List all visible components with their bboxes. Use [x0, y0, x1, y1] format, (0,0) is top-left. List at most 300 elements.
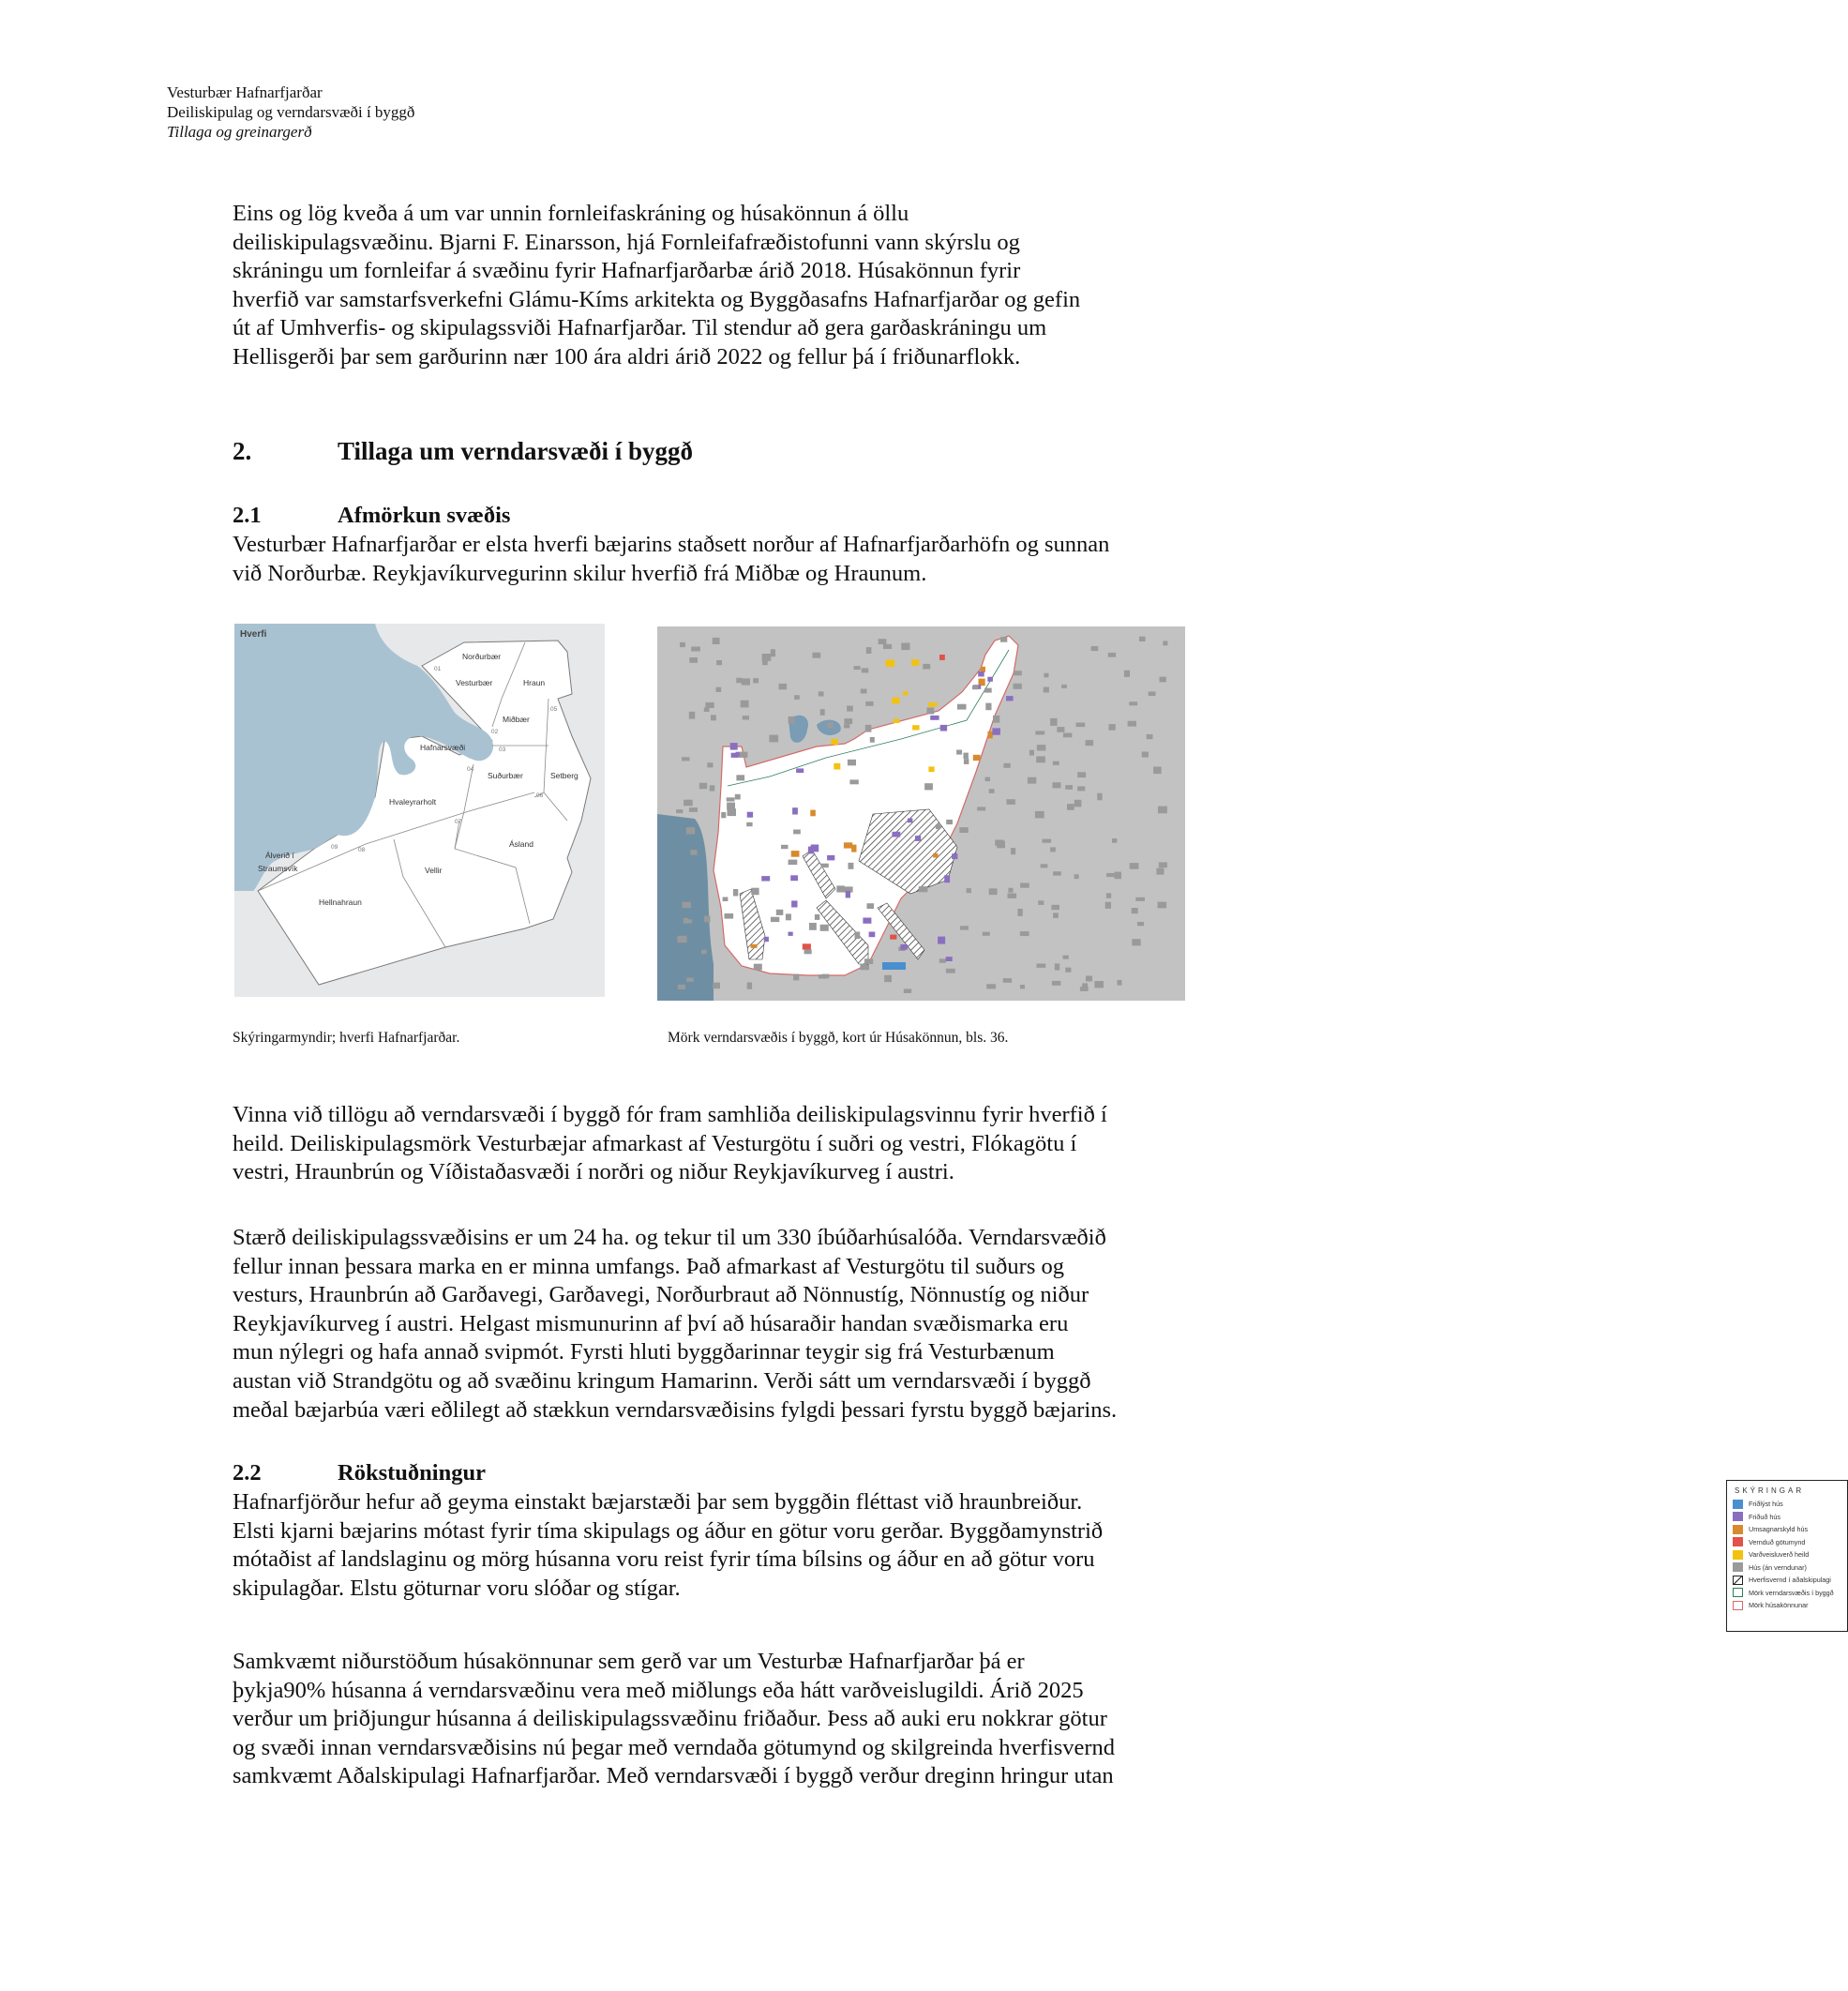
- building: [1129, 701, 1137, 705]
- building: [1160, 677, 1166, 683]
- building: [810, 810, 816, 817]
- text-line: heild. Deiliskipulagsmörk Vesturbæjar afmarkast af Vesturgötu í suðri og vestri, Flókagötu í: [233, 1130, 1077, 1156]
- building: [690, 850, 697, 855]
- figure-caption-left: Skýringarmyndir; hverfi Hafnarfjarðar.: [233, 1030, 460, 1046]
- district-number: 07: [455, 819, 462, 825]
- building: [1159, 862, 1167, 867]
- building: [1020, 985, 1025, 988]
- building: [831, 739, 838, 745]
- building: [849, 779, 858, 784]
- building: [771, 649, 775, 656]
- building: [964, 753, 969, 759]
- building: [992, 728, 1000, 734]
- legend-swatch: [1733, 1588, 1743, 1597]
- building: [1109, 724, 1116, 731]
- building: [827, 722, 834, 728]
- building: [791, 900, 797, 907]
- running-header: [167, 83, 414, 142]
- building: [827, 855, 834, 861]
- building: [1142, 752, 1149, 758]
- building: [1035, 811, 1044, 819]
- text-line: skráningu um fornleifar á svæðinu fyrir Hafnarfjarðarbæ árið 2018. Húsakönnun fyrir: [233, 258, 1021, 284]
- building: [721, 812, 726, 818]
- building: [846, 891, 850, 898]
- building: [1153, 767, 1162, 775]
- text-line: verður um þriðjungur húsanna á deiliskipulagssvæðinu friðaður. Þess að auki eru nokkrar götur: [233, 1706, 1107, 1732]
- building: [1043, 839, 1052, 843]
- section-number: 2.2: [233, 1460, 262, 1486]
- building: [884, 975, 892, 982]
- district-number: 06: [536, 792, 544, 799]
- building: [678, 936, 687, 943]
- intro-paragraph: [233, 200, 1245, 372]
- building: [979, 679, 985, 686]
- building: [1065, 968, 1071, 973]
- building: [930, 716, 939, 720]
- building: [1077, 786, 1085, 791]
- building: [751, 944, 758, 948]
- building: [956, 750, 962, 755]
- legend-swatch: [1733, 1525, 1743, 1534]
- building: [883, 644, 892, 649]
- building: [779, 684, 788, 689]
- district-number: 03: [499, 747, 506, 753]
- building: [701, 950, 707, 954]
- building: [938, 937, 945, 944]
- building: [879, 639, 887, 644]
- conservation-area-map: [657, 626, 1185, 1001]
- building: [1139, 637, 1146, 641]
- building: [689, 657, 698, 663]
- building: [1052, 981, 1061, 986]
- building: [680, 642, 685, 647]
- building: [684, 919, 693, 923]
- building: [1137, 922, 1144, 926]
- building: [946, 820, 953, 824]
- building: [1044, 687, 1049, 693]
- building: [865, 701, 873, 706]
- building: [867, 903, 875, 909]
- building: [764, 937, 769, 942]
- building: [908, 819, 913, 823]
- building: [1036, 756, 1045, 762]
- building: [1097, 793, 1102, 801]
- building: [1132, 908, 1138, 913]
- building: [1007, 799, 1015, 805]
- building: [936, 824, 940, 829]
- building: [1106, 893, 1111, 898]
- building: [977, 807, 985, 810]
- district-label: Hafnarsvæði: [420, 743, 466, 752]
- building: [928, 766, 934, 772]
- building: [862, 668, 869, 672]
- building: [1003, 763, 1010, 768]
- text-line: mun nýlegri og hafa annað svipmót. Fyrsti hluti byggðarinnar teygir sig frá Vesturbænum: [233, 1339, 1055, 1365]
- legend-label: Hús (án verndunar): [1749, 1562, 1807, 1572]
- building: [809, 923, 817, 930]
- building: [933, 853, 938, 858]
- building: [1063, 733, 1073, 738]
- header-line-3: Tillaga og greinargerð: [167, 123, 312, 141]
- building: [923, 664, 930, 670]
- building: [1017, 909, 1022, 916]
- text-line: meðal bæjarbúa væri eðlilegt að stækkun verndarsvæðisins fylgdi þessari fyrstu byggð bæjarins.: [233, 1396, 1118, 1423]
- building: [1156, 868, 1164, 875]
- building: [781, 845, 789, 849]
- district-label: Hraun: [523, 678, 546, 687]
- building: [1053, 913, 1059, 918]
- building: [1011, 848, 1015, 854]
- building: [1115, 872, 1122, 880]
- building: [901, 643, 909, 651]
- building: [1135, 897, 1145, 901]
- building: [704, 916, 710, 923]
- text-line: austan við Strandgötu og að svæðinu kringum Hamarinn. Verði sátt um verndarsvæði í byggð: [233, 1367, 1091, 1394]
- building: [747, 983, 752, 989]
- building: [972, 686, 979, 689]
- building: [848, 760, 856, 766]
- section-title: Tillaga um verndarsvæði í byggð: [338, 437, 694, 465]
- district-number: 05: [550, 706, 558, 713]
- building: [863, 918, 871, 924]
- building: [803, 943, 811, 949]
- paragraph-size: [233, 1224, 1245, 1425]
- section-2-2-paragraph: [233, 1488, 1245, 1603]
- building: [691, 647, 700, 652]
- building: [713, 638, 720, 644]
- legend-swatch: [1733, 1576, 1743, 1585]
- building: [985, 777, 991, 782]
- building: [919, 886, 928, 892]
- text-line: Eins og lög kveða á um var unnin fornleifaskráning og húsakönnun á öllu: [233, 201, 909, 226]
- legend-label: Umsagnarskyld hús: [1749, 1525, 1809, 1534]
- building: [886, 660, 895, 668]
- legend-label: Mörk verndarsvæðis í byggð: [1749, 1588, 1834, 1597]
- building: [819, 691, 824, 696]
- building: [707, 762, 713, 767]
- building: [1014, 684, 1022, 689]
- legend-item: [1733, 1599, 1847, 1612]
- legend-item: [1733, 1511, 1847, 1524]
- header-line-1: Vesturbær Hafnarfjarðar: [167, 83, 323, 101]
- text-line: út af Umhverfis- og skipulagssviði Hafnarfjarðar. Til stendur að gera garðaskráningu um: [233, 315, 1047, 341]
- building: [1041, 864, 1048, 867]
- building: [866, 647, 872, 654]
- building: [926, 707, 934, 714]
- legend-item: [1733, 1498, 1847, 1511]
- building: [1163, 641, 1167, 645]
- building: [1061, 685, 1067, 688]
- building: [952, 853, 957, 859]
- building: [1035, 731, 1044, 734]
- building: [736, 678, 742, 684]
- text-line: skipulagðar. Elstu göturnar voru slóðar og stígar.: [233, 1575, 681, 1601]
- section-number: 2.1: [233, 503, 262, 528]
- building: [946, 969, 955, 973]
- building: [820, 709, 825, 716]
- district-map-figure: [234, 624, 605, 997]
- building: [1086, 976, 1092, 982]
- building: [834, 763, 840, 770]
- building: [1067, 804, 1074, 810]
- building: [939, 655, 945, 660]
- legend-swatch: [1733, 1512, 1743, 1521]
- building: [1020, 931, 1029, 936]
- building: [1132, 939, 1140, 945]
- district-label: Straumsvík: [258, 864, 298, 873]
- map-title: Hverfi: [240, 629, 267, 640]
- building: [821, 864, 829, 867]
- building: [1124, 671, 1130, 677]
- building: [1118, 980, 1122, 986]
- building: [815, 914, 819, 920]
- building: [754, 964, 762, 971]
- text-line: Hafnarfjörður hefur að geyma einstakt bæjarstæði þar sem byggðin fléttast við hraunbreiður.: [233, 1489, 1083, 1515]
- building: [686, 827, 695, 834]
- legend-title: SKÝRINGAR: [1735, 1486, 1805, 1495]
- building: [792, 807, 798, 814]
- building: [796, 768, 804, 773]
- district-label: Setberg: [550, 771, 578, 780]
- building: [1006, 696, 1014, 701]
- paragraph-survey: [233, 1648, 1245, 1791]
- text-line: Elsti kjarni bæjarins mótast fyrir tíma skipulags og áður en götur voru gerðar. Byggðamynstrið: [233, 1517, 1104, 1544]
- building: [984, 688, 992, 693]
- building: [1050, 718, 1058, 726]
- building: [747, 812, 753, 818]
- legend-item: [1733, 1523, 1847, 1536]
- building: [789, 860, 798, 866]
- building: [957, 704, 967, 710]
- building: [793, 974, 799, 981]
- building: [776, 910, 784, 915]
- building: [964, 759, 969, 764]
- building: [869, 932, 876, 938]
- district-numbers: [234, 624, 605, 997]
- building: [900, 944, 908, 950]
- building: [854, 666, 861, 670]
- district-number: 08: [358, 847, 366, 853]
- district-number: 09: [331, 844, 338, 851]
- building: [820, 925, 829, 931]
- building: [1106, 873, 1115, 877]
- building: [993, 716, 999, 723]
- legend-swatch: [1733, 1601, 1743, 1610]
- district-label: Vesturbær: [456, 678, 493, 687]
- building: [960, 926, 969, 929]
- building: [1055, 963, 1059, 970]
- building: [987, 732, 992, 739]
- map-legend: [1726, 1480, 1848, 1632]
- building: [1108, 653, 1116, 657]
- building: [740, 752, 748, 758]
- building: [986, 984, 996, 988]
- building: [1000, 637, 1007, 642]
- building: [1074, 874, 1079, 879]
- building: [711, 715, 716, 720]
- text-line: þykja90% húsanna á verndarsvæðinu vera með miðlungs eða hátt varðveislugildi. Árið 2025: [233, 1677, 1084, 1703]
- legend-label: Mörk húsakönnunar: [1749, 1601, 1809, 1610]
- building: [742, 678, 750, 685]
- building: [903, 691, 909, 695]
- building: [1008, 888, 1013, 893]
- building: [727, 803, 735, 810]
- legend-label: Friðuð hús: [1749, 1512, 1780, 1521]
- district-label: Hvaleyrarholt: [389, 797, 437, 807]
- section-heading-2-1: [233, 503, 510, 529]
- header-line-2: Deiliskipulag og verndarsvæði í byggð: [167, 103, 415, 121]
- building: [741, 701, 749, 708]
- building: [676, 809, 683, 813]
- building: [836, 885, 845, 892]
- text-line: Samkvæmt niðurstöðum húsakönnunar sem gerð var um Vesturbæ Hafnarfjarðar þá er: [233, 1649, 1025, 1674]
- building: [1057, 727, 1064, 732]
- building: [861, 689, 867, 694]
- building: [1037, 745, 1046, 750]
- building: [769, 735, 778, 743]
- building: [716, 687, 722, 692]
- building: [1037, 964, 1046, 968]
- building: [985, 703, 991, 711]
- legend-item: [1733, 1587, 1847, 1600]
- section-number: 2.: [233, 437, 252, 465]
- district-label: Vellir: [425, 866, 443, 875]
- building: [983, 932, 990, 936]
- building: [946, 957, 953, 961]
- building: [686, 978, 694, 982]
- text-line: Hellisgerði þar sem garðurinn nær 100 ára aldri árið 2022 og fellur þá í friðunarflokk.: [233, 343, 1021, 370]
- building: [1094, 981, 1104, 988]
- building: [751, 888, 759, 896]
- building: [793, 830, 801, 835]
- building: [989, 888, 998, 895]
- text-line: vestri, Hraunbrún og Víðistaðasvæði í norðri og niður Reykjavíkurveg í austri.: [233, 1159, 954, 1185]
- building: [1112, 838, 1117, 843]
- building: [973, 755, 981, 761]
- legend-label: Hverfisvernd í aðalskipulagi: [1749, 1576, 1831, 1585]
- text-line: Stærð deiliskipulagssvæðisins er um 24 ha. og tekur til um 330 íbúðarhúsalóða. Verndarsvæðið: [233, 1225, 1106, 1250]
- building: [683, 902, 691, 909]
- text-line: samkvæmt Aðalskipulagi Hafnarfjarðar. Með verndarsvæði í byggð verður dreginn hringur utan: [233, 1763, 1114, 1789]
- listed-building: [882, 962, 906, 970]
- building: [987, 677, 993, 682]
- building: [1086, 740, 1094, 746]
- legend-item: [1733, 1561, 1847, 1575]
- building: [894, 718, 900, 723]
- text-line: og svæði innan verndarsvæðisins nú þegar með verndaða götumynd og skilgreinda hverfisvernd: [233, 1734, 1116, 1760]
- building: [1158, 807, 1167, 814]
- legend-label: Friðlýst hús: [1749, 1500, 1783, 1509]
- building: [989, 789, 995, 793]
- building: [1076, 723, 1086, 728]
- building: [1105, 902, 1111, 909]
- building: [794, 695, 800, 700]
- building: [912, 725, 920, 730]
- building: [771, 917, 779, 922]
- building: [1074, 800, 1082, 807]
- building: [762, 661, 768, 665]
- building: [727, 797, 735, 801]
- section-title: Rökstuðningur: [338, 1460, 486, 1486]
- building: [761, 876, 770, 881]
- building: [1053, 871, 1061, 875]
- district-label: Álverið í: [265, 851, 294, 860]
- building: [849, 863, 854, 869]
- building: [743, 716, 749, 719]
- building: [1091, 646, 1099, 651]
- building: [844, 842, 852, 848]
- legend-swatch: [1733, 1562, 1743, 1572]
- building: [844, 724, 849, 728]
- building: [1128, 721, 1136, 727]
- building: [967, 888, 971, 893]
- building: [746, 822, 752, 826]
- district-label: Hellnahraun: [319, 897, 362, 907]
- building: [819, 974, 827, 978]
- building: [1063, 956, 1069, 959]
- building: [723, 897, 729, 902]
- building: [978, 671, 984, 677]
- legend-swatch: [1733, 1500, 1743, 1509]
- building: [1003, 978, 1012, 983]
- building: [855, 932, 861, 940]
- section-2-1-paragraph: [233, 531, 1245, 588]
- district-number: 01: [434, 666, 442, 672]
- building: [1158, 902, 1167, 909]
- building: [892, 699, 900, 703]
- legend-label: Varðveisluverð heild: [1749, 1550, 1810, 1560]
- section-heading-2: [233, 437, 693, 466]
- building: [995, 840, 1004, 846]
- text-line: við Norðurbæ. Reykjavíkurvegurinn skilur hverfið frá Miðbæ og Hraunum.: [233, 560, 927, 586]
- building: [1053, 782, 1061, 788]
- building: [959, 827, 968, 833]
- building: [1038, 900, 1044, 905]
- building: [762, 654, 772, 661]
- building: [1065, 785, 1073, 790]
- paragraph-work: [233, 1101, 1245, 1187]
- building: [870, 737, 875, 743]
- building: [860, 965, 869, 971]
- text-line: Vinna við tillögu að verndarsvæði í byggð fór fram samhliða deiliskipulagsvinnu fyrir hverfið í: [233, 1102, 1107, 1127]
- building: [864, 958, 873, 964]
- district-label: Norðurbær: [462, 652, 502, 661]
- building: [716, 660, 722, 665]
- building: [735, 794, 741, 800]
- building: [791, 851, 800, 857]
- building: [890, 935, 896, 940]
- building: [704, 707, 710, 712]
- building: [865, 725, 872, 732]
- building: [944, 875, 950, 882]
- building: [812, 653, 820, 658]
- building: [713, 983, 720, 989]
- building: [731, 753, 738, 758]
- building: [705, 702, 714, 708]
- section-heading-2-2: [233, 1460, 486, 1486]
- text-line: Vesturbær Hafnarfjarðar er elsta hverfi bæjarins staðsett norður af Hafnarfjarðarhöfn og sunnan: [233, 532, 1110, 557]
- building: [725, 913, 734, 919]
- figure-caption-right: Mörk verndarsvæðis í byggð, kort úr Húsakönnun, bls. 36.: [668, 1030, 1009, 1046]
- building: [904, 988, 911, 993]
- legend-swatch: [1733, 1550, 1743, 1560]
- building: [689, 712, 695, 719]
- building: [1029, 750, 1034, 756]
- building: [1020, 883, 1029, 888]
- text-line: vesturs, Hraunbrún að Garðavegi, Garðavegi, Norðurbraut að Nönnustíg, Nönnustíg og niður: [233, 1282, 1089, 1308]
- building: [1044, 673, 1048, 678]
- building: [682, 757, 690, 761]
